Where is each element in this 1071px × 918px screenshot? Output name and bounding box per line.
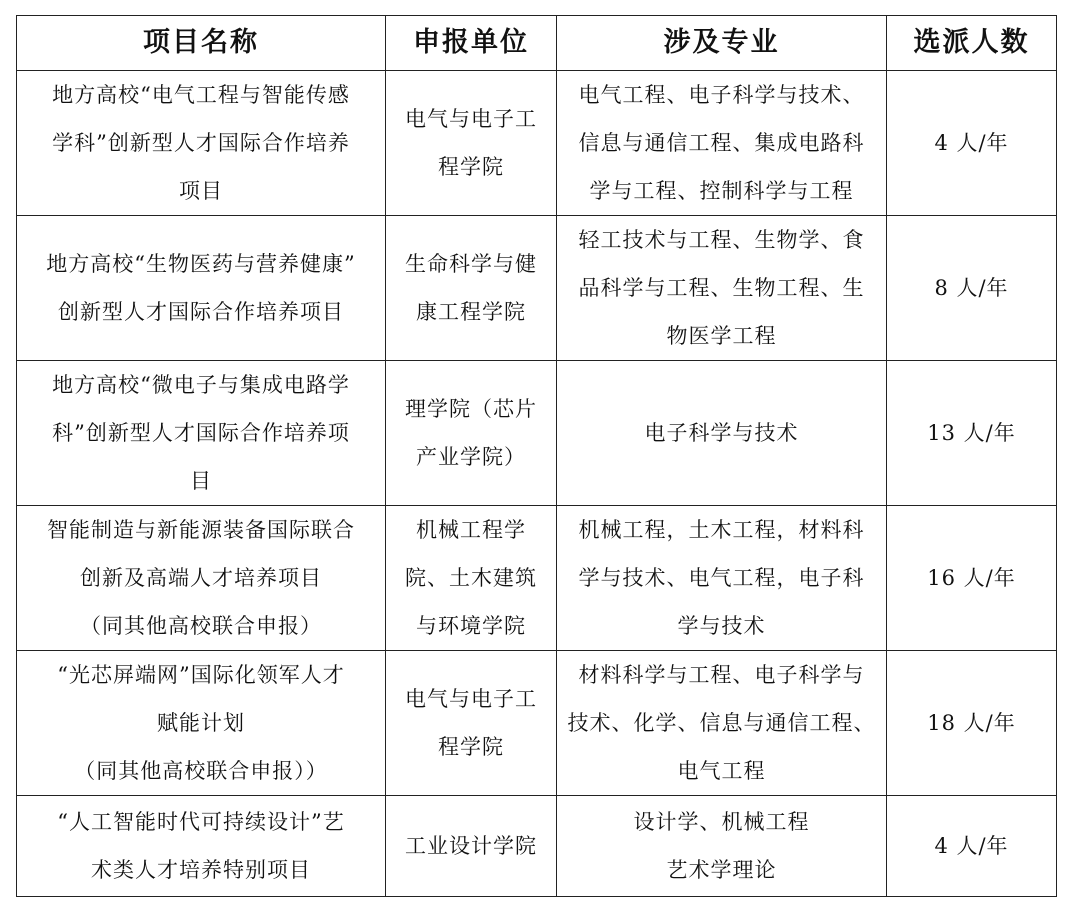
cell-line: 程学院 bbox=[438, 735, 504, 759]
cell-line: 机械工程，土木工程，材料科 bbox=[578, 518, 865, 542]
header-applying-unit: 申报单位 bbox=[386, 16, 557, 71]
cell-line: 技术、化学、信息与通信工程、 bbox=[567, 711, 876, 735]
cell-line: 项目 bbox=[179, 179, 223, 203]
majors-cell bbox=[557, 506, 887, 651]
cell-line: “人工智能时代可持续设计”艺 bbox=[57, 810, 345, 834]
cell-line: 机械工程学 bbox=[416, 518, 526, 542]
majors-cell bbox=[557, 361, 887, 506]
cell-line: 学与技术、电气工程，电子科 bbox=[578, 566, 865, 590]
header-selected-count: 选派人数 bbox=[887, 16, 1057, 71]
cell-line: 理学院（芯片 bbox=[405, 397, 537, 421]
cell-line: 地方高校“微电子与集成电路学 bbox=[52, 373, 350, 397]
project-name-cell bbox=[17, 651, 386, 796]
cell-line: 电气与电子工 bbox=[405, 107, 537, 131]
cell-line: 地方高校“电气工程与智能传感 bbox=[52, 83, 350, 107]
cell-line: （同其他高校联合申报）） bbox=[74, 759, 328, 783]
selected-count-cell: 13 人/年 bbox=[887, 361, 1057, 506]
selected-count-cell: 4 人/年 bbox=[887, 796, 1057, 897]
cell-line: 智能制造与新能源装备国际联合 bbox=[47, 518, 355, 542]
cell-line: 地方高校“生物医药与营养健康” bbox=[46, 252, 356, 276]
cell-line: 艺术学理论 bbox=[666, 858, 777, 882]
cell-line: 物医学工程 bbox=[666, 324, 777, 348]
selected-count-cell: 16 人/年 bbox=[887, 506, 1057, 651]
selected-count-cell: 4 人/年 bbox=[887, 71, 1057, 216]
header-project-name: 项目名称 bbox=[17, 16, 386, 71]
table-row bbox=[17, 506, 1057, 651]
cell-line: 创新型人才国际合作培养项目 bbox=[58, 300, 344, 324]
cell-line: 程学院 bbox=[438, 155, 504, 179]
table-row bbox=[17, 361, 1057, 506]
cell-line: 术类人才培养特别项目 bbox=[91, 858, 311, 882]
cell-line: 产业学院） bbox=[416, 445, 526, 469]
selected-count-cell: 18 人/年 bbox=[887, 651, 1057, 796]
table-row bbox=[17, 71, 1057, 216]
cell-line: 康工程学院 bbox=[416, 300, 526, 324]
project-name-cell bbox=[17, 71, 386, 216]
majors-cell bbox=[557, 796, 887, 897]
project-name-cell bbox=[17, 796, 386, 897]
selected-count-cell: 8 人/年 bbox=[887, 216, 1057, 361]
cell-line: （同其他高校联合申报） bbox=[80, 614, 322, 638]
cell-line: 学科”创新型人才国际合作培养 bbox=[52, 131, 350, 155]
cell-line: 品科学与工程、生物工程、生 bbox=[578, 276, 865, 300]
applying-unit-cell bbox=[386, 71, 557, 216]
cell-line: 材料科学与工程、电子科学与 bbox=[578, 663, 865, 687]
cell-line: “光芯屏端网”国际化领军人才 bbox=[57, 663, 345, 687]
program-table bbox=[16, 15, 1057, 897]
cell-line: 电气与电子工 bbox=[405, 687, 537, 711]
cell-line: 创新及高端人才培养项目 bbox=[80, 566, 322, 590]
cell-line: 目 bbox=[190, 469, 212, 493]
majors-cell bbox=[557, 71, 887, 216]
cell-line: 院、土木建筑 bbox=[405, 566, 537, 590]
majors-cell bbox=[557, 216, 887, 361]
header-row bbox=[17, 16, 1057, 71]
cell-line: 生命科学与健 bbox=[405, 252, 537, 276]
applying-unit-cell bbox=[386, 796, 557, 897]
cell-line: 赋能计划 bbox=[157, 711, 245, 735]
project-name-cell bbox=[17, 361, 386, 506]
applying-unit-cell bbox=[386, 651, 557, 796]
cell-line: 科”创新型人才国际合作培养项 bbox=[52, 421, 350, 445]
cell-line: 电气工程、电子科学与技术、 bbox=[578, 83, 865, 107]
table-row bbox=[17, 651, 1057, 796]
cell-line: 学与工程、控制科学与工程 bbox=[589, 179, 854, 203]
cell-line: 工业设计学院 bbox=[405, 834, 537, 858]
cell-line: 学与技术 bbox=[677, 614, 766, 638]
cell-line: 电子科学与技术 bbox=[644, 421, 799, 445]
header-majors: 涉及专业 bbox=[557, 16, 887, 71]
applying-unit-cell bbox=[386, 361, 557, 506]
table-row bbox=[17, 216, 1057, 361]
project-name-cell bbox=[17, 216, 386, 361]
table-row bbox=[17, 796, 1057, 897]
project-name-cell bbox=[17, 506, 386, 651]
cell-line: 轻工技术与工程、生物学、食 bbox=[578, 228, 865, 252]
majors-cell bbox=[557, 651, 887, 796]
cell-line: 与环境学院 bbox=[416, 614, 526, 638]
applying-unit-cell bbox=[386, 216, 557, 361]
applying-unit-cell bbox=[386, 506, 557, 651]
cell-line: 电气工程 bbox=[677, 759, 766, 783]
cell-line: 设计学、机械工程 bbox=[633, 810, 810, 834]
cell-line: 信息与通信工程、集成电路科 bbox=[578, 131, 865, 155]
